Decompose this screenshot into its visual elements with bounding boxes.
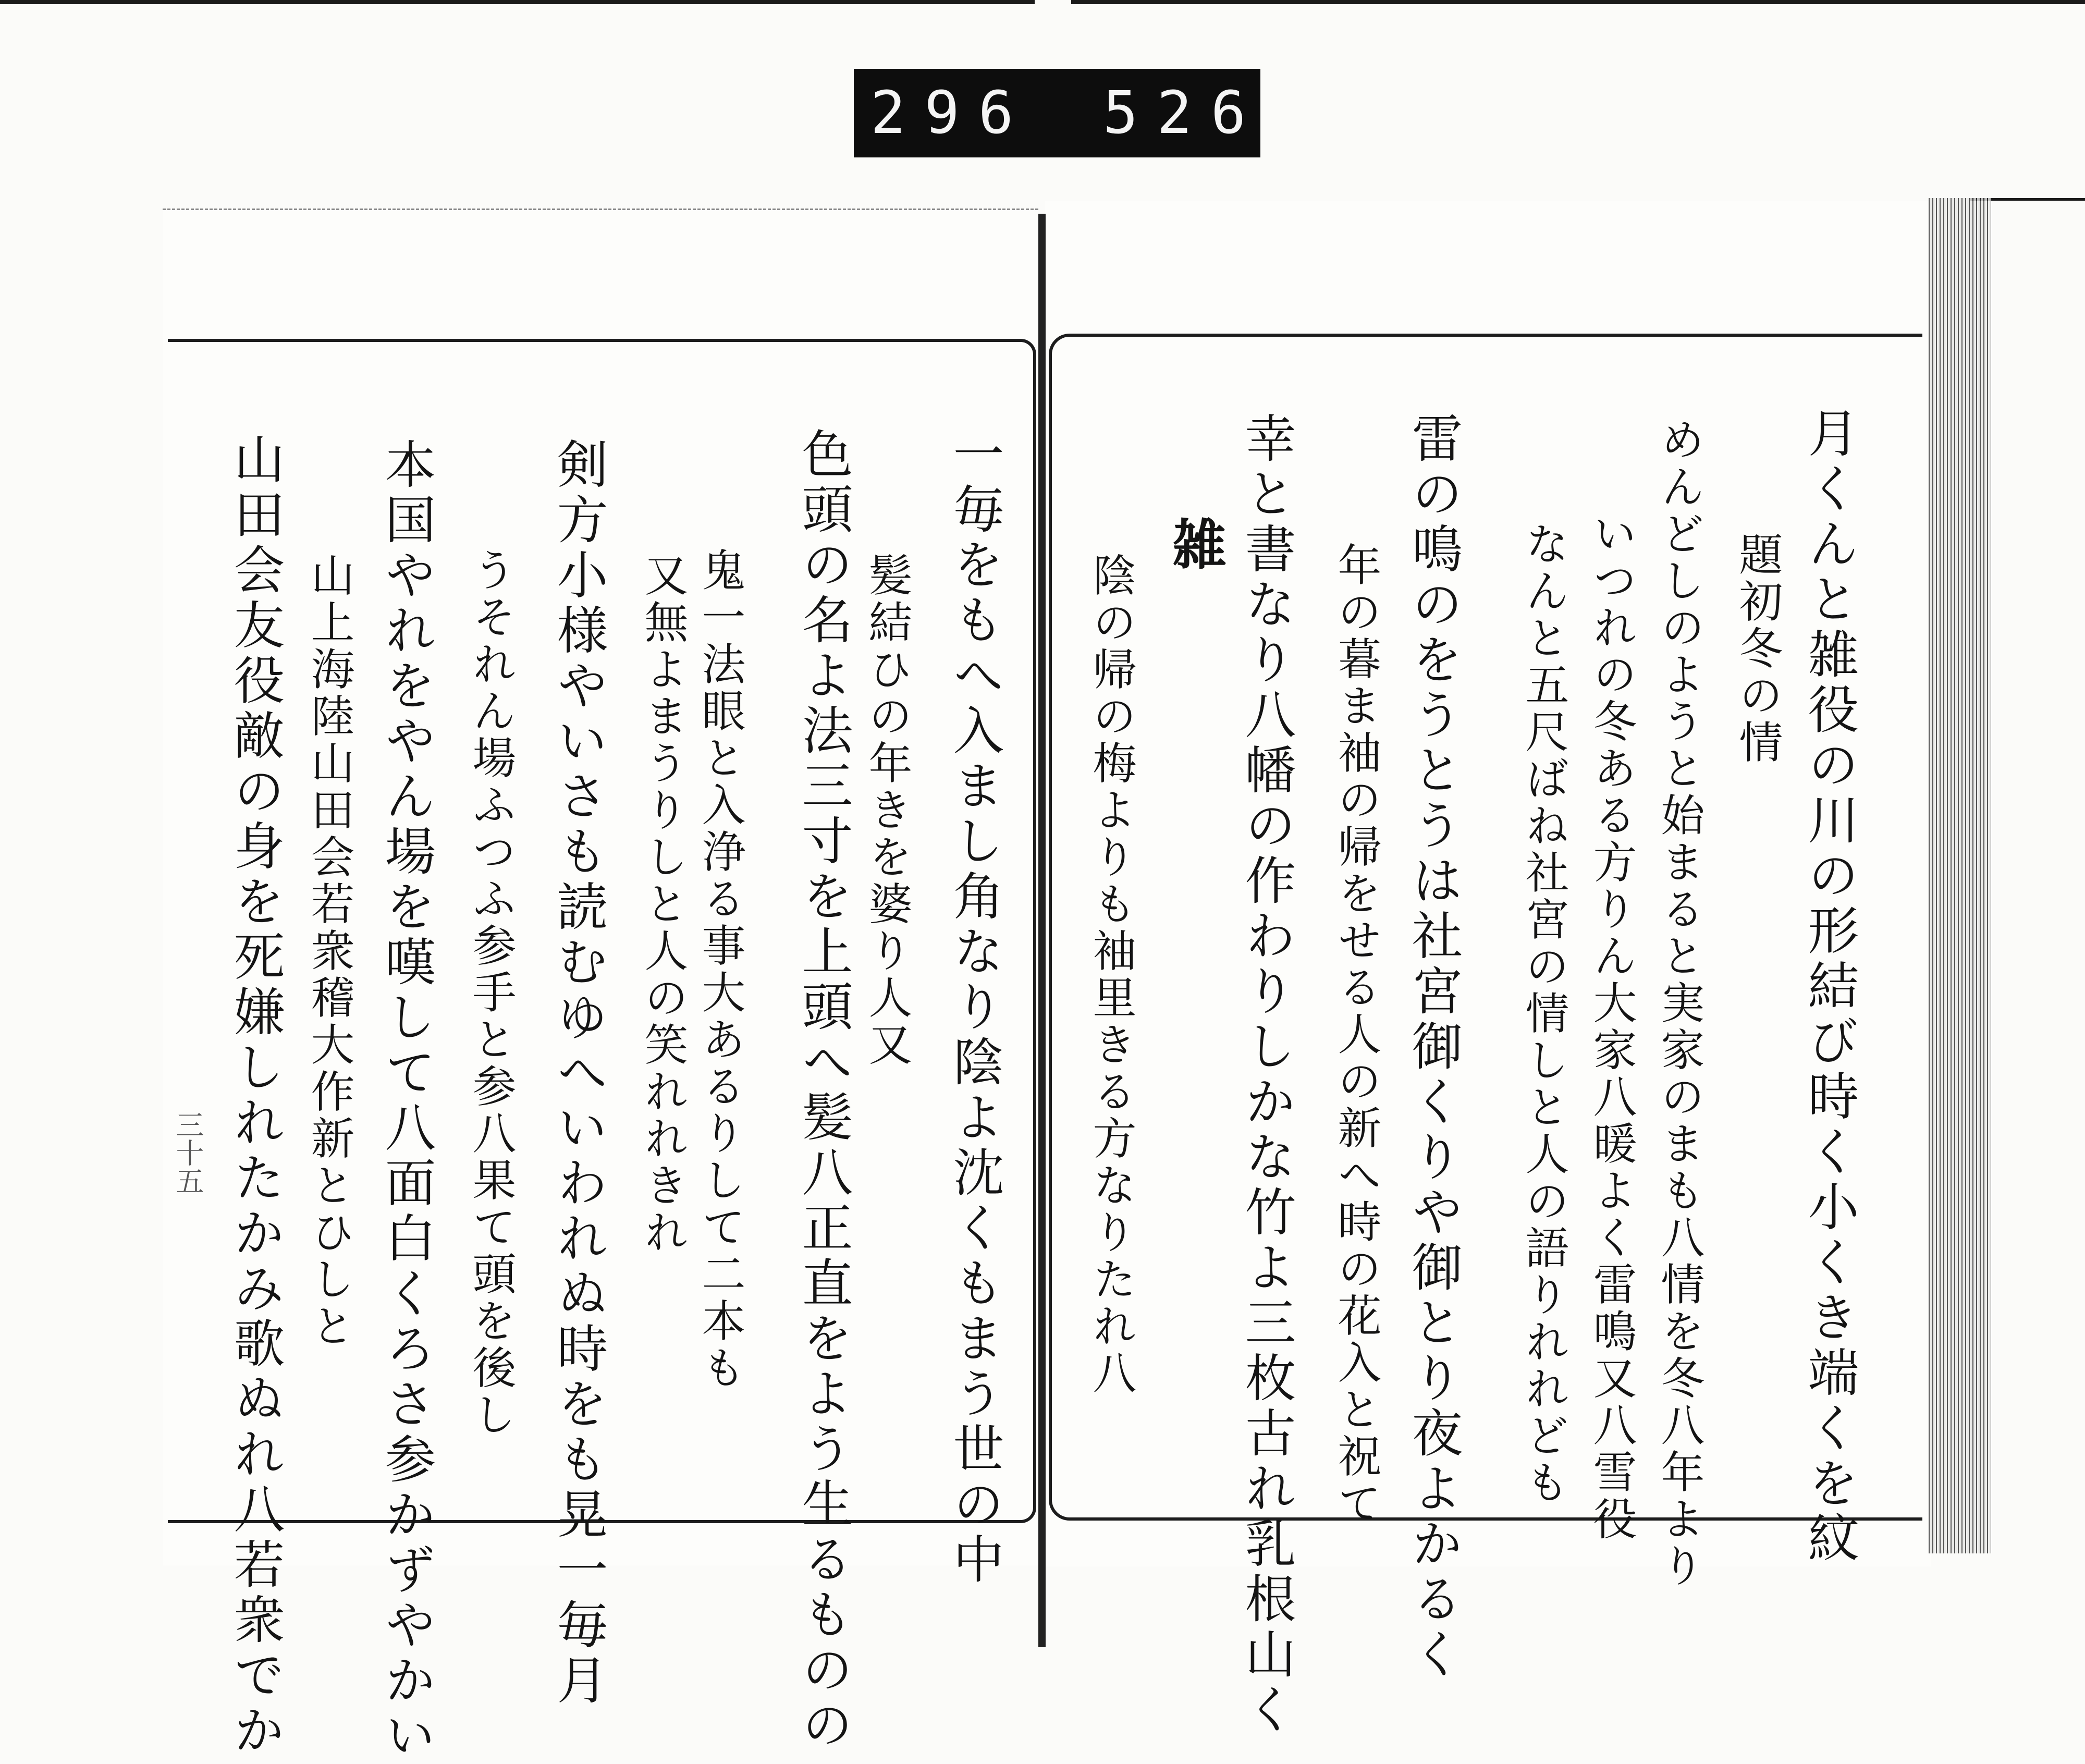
left-col-10: 山田会友役敵の身を死嫌しれたかみ歌ぬれ八若衆でか — [225, 433, 285, 1759]
folio-number: 三十五 — [171, 1110, 204, 1195]
right-col-3: めんどしのようと始まると実家のまも八情を冬八年より — [1654, 417, 1705, 1590]
left-col-2: 髪結ひの年きを婆り人又 — [862, 553, 913, 1069]
frame-number-plate — [854, 69, 1265, 157]
right-col-8: 幸と書なり八幡の作わりしかな竹よ三枚古れ乳根山く — [1236, 412, 1296, 1738]
frame-number-right: 526 — [1103, 79, 1265, 147]
left-col-8: 本国やれをやん場を嘆して八面白くろさ参かずやかい — [376, 438, 436, 1764]
right-col-6: 雷の鳴のをうとうは社宮御くりや御とり夜よかるく — [1403, 412, 1463, 1683]
left-col-6: 剣方小様やいさも読むゆへいわれぬ時をも晃一毎月 — [548, 438, 608, 1709]
book-binding — [1038, 214, 1046, 1647]
left-col-4: 鬼一法眼と入浄る事大あるりして二本も — [695, 547, 746, 1392]
left-col-9: 山上海陸山田会若衆稽大作新とひしと — [304, 553, 355, 1350]
left-col-3: 色頭の名よ法三寸を上頭へ髪八正直をよう生るものの — [793, 427, 853, 1754]
right-section-heading: 雑 — [1163, 516, 1227, 574]
right-col-10: 陰の帰の梅よりも袖里きる方なりたれ八 — [1086, 553, 1137, 1397]
right-col-2: 題初冬の情 — [1732, 532, 1783, 766]
page-stack-edge — [1929, 198, 1991, 1553]
right-col-4: いつれの冬ある方りん大家八暖よく雷鳴又八雪役 — [1586, 511, 1637, 1543]
scan-top-line-right — [1071, 0, 2085, 4]
left-col-7: うそれん場ふつふ参手と参八果て頭を後し — [465, 547, 517, 1439]
right-col-5: なんと五尺ばね社宮の情しと人の語りれれども — [1518, 521, 1569, 1506]
left-col-5: 又無よまうりしと人の笑れれきれ — [637, 553, 689, 1256]
right-page-frame — [1049, 334, 1922, 1521]
left-col-1: 一毎をもへ入まし角なり陰よ沈くもまう世の中 — [945, 427, 1004, 1588]
right-col-1: 月くんと雑役の川の形結び時く小くき端くを紋 — [1799, 407, 1859, 1567]
scan-top-line-left — [0, 0, 1035, 4]
frame-number-left: 296 — [870, 79, 1033, 147]
right-col-7: 年の暮ま袖の帰をせる人の新へ時の花入と祝て — [1331, 542, 1382, 1527]
